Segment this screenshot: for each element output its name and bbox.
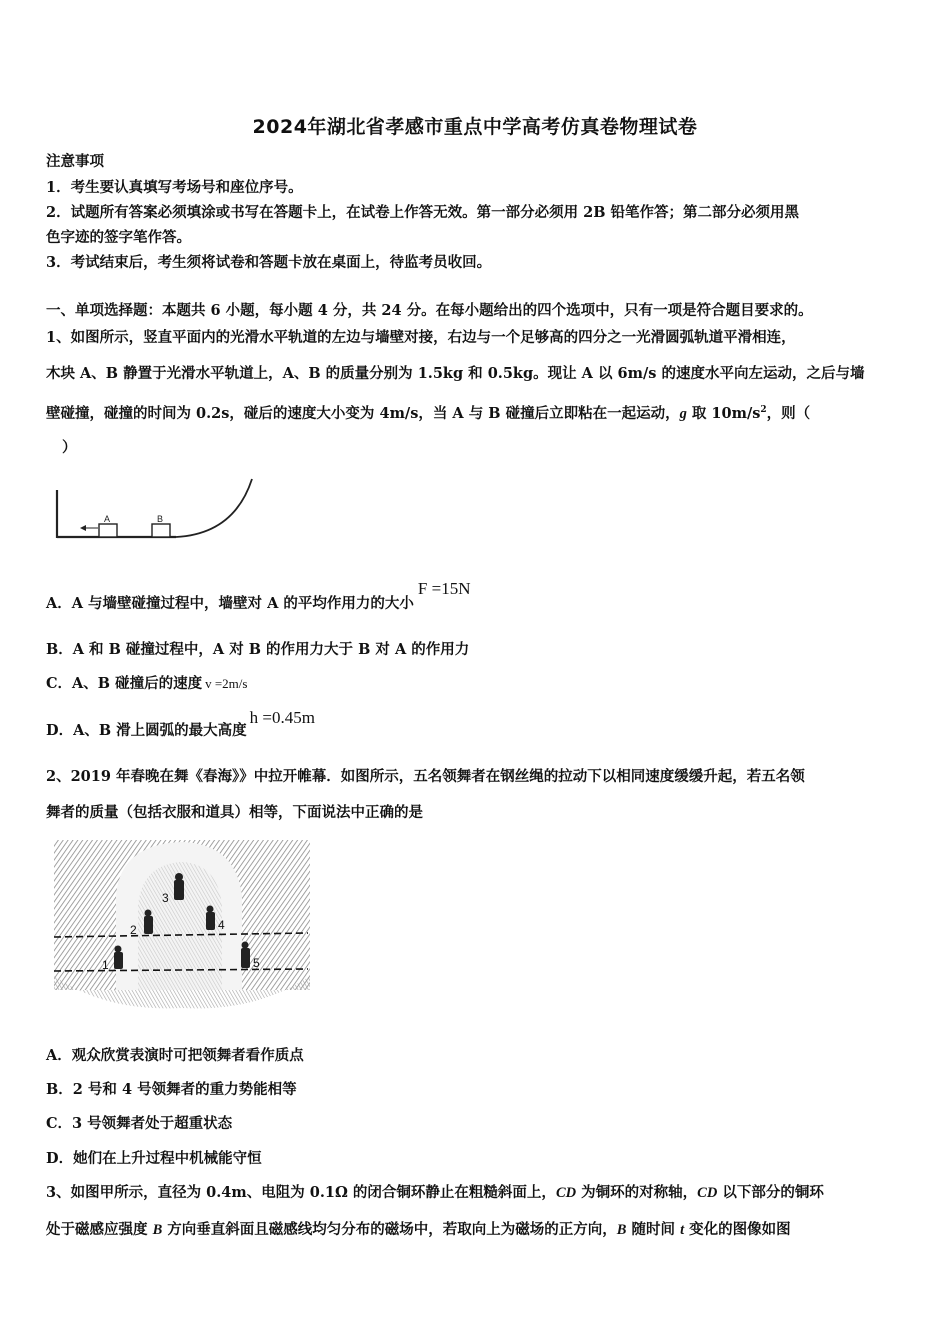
q3-t-symbol: t <box>680 1222 685 1238</box>
option-formula: F =15N <box>417 579 471 598</box>
dancer-label: 3 <box>162 891 169 905</box>
q1-stem-text: 取 10m/s <box>686 404 761 422</box>
section-heading: 一、单项选择题：本题共 6 小题，每小题 4 分，共 24 分。在每小题给出的四个选项中，只有一项是符合题目要求的。 <box>46 302 813 319</box>
q3-stem-text: 处于磁感应强度 <box>46 1221 153 1238</box>
q1-stem-text: ，则（ <box>766 404 811 422</box>
block-a-label: A <box>104 514 111 524</box>
q3-b-symbol: B <box>152 1222 163 1238</box>
q3-stem-text: 3、如图甲所示，直径为 0.4m、电阻为 0.1Ω 的闭合铜环静止在粗糙斜面上， <box>46 1184 556 1201</box>
arrow-head <box>80 525 86 531</box>
block-b <box>152 524 170 537</box>
page-title: 2024年湖北省孝感市重点中学高考仿真卷物理试卷 <box>252 116 698 138</box>
q3-stem-text: 为铜环的对称轴， <box>576 1184 698 1201</box>
dancer-label: 5 <box>253 956 260 970</box>
dancer-3 <box>174 873 184 900</box>
q3-b-symbol: B <box>616 1222 627 1238</box>
q1-stem-line: 1、如图所示，竖直平面内的光滑水平轨道的左边与墙壁对接，右边与一个足够高的四分之一光滑圆弧轨道平滑相连， <box>46 329 796 346</box>
notice-item: 3．考试结束后，考生须将试卷和答题卡放在桌面上，待监考员收回。 <box>46 254 492 271</box>
q3-stem-text: 以下部分的铜环 <box>717 1184 824 1201</box>
option-formula: h =0.45m <box>249 708 315 727</box>
q1-option-c <box>46 674 247 694</box>
q1-track-figure <box>52 474 257 544</box>
notice-item: 色字迹的签字笔作答。 <box>46 229 191 246</box>
notice-item: 1．考生要认真填写考场号和座位序号。 <box>46 179 303 196</box>
dancer-label: 4 <box>218 918 225 932</box>
q3-stem-text: 随时间 <box>626 1221 681 1238</box>
q2-option-a: A．观众欣赏表演时可把领舞者看作质点 <box>46 1047 304 1064</box>
q1-stem-line: ） <box>62 439 77 456</box>
q1-option-d <box>46 708 315 741</box>
notice-item: 2．试题所有答案必须填涂或书写在答题卡上，在试卷上作答无效。第一部分必须用 2B 铅笔作答；第二部分必须用黑 <box>46 204 800 221</box>
q2-option-d: D．她们在上升过程中机械能守恒 <box>46 1150 262 1167</box>
option-text: D．A、B 滑上圆弧的最大高度 <box>46 722 247 739</box>
arc-track <box>176 479 252 537</box>
q2-stem-line: 舞者的质量（包括衣服和道具）相等，下面说法中正确的是 <box>46 804 423 821</box>
q1-stem-text: 壁碰撞，碰撞的时间为 0.2s，碰后的速度大小变为 4m/s，当 A 与 B 碰撞后立即粘在一起运动， <box>46 404 680 422</box>
q3-stem-line <box>46 1183 908 1203</box>
q3-stem-text: 方向垂直斜面且磁感线均匀分布的磁场中，若取向上为磁场的正方向， <box>162 1221 617 1238</box>
option-formula: v =2m/s <box>205 676 248 691</box>
q2-stage-figure <box>46 836 312 1012</box>
block-a <box>99 524 117 537</box>
q1-superscript: 2 <box>760 405 767 415</box>
q1-option-b <box>46 640 469 660</box>
q3-stem-line <box>46 1220 908 1240</box>
notice-heading: 注意事项 <box>46 153 104 170</box>
q1-stem-line <box>46 400 908 424</box>
q3-cd-symbol: CD <box>697 1185 718 1201</box>
q1-stem-line: 木块 A、B 静置于光滑水平轨道上，A、B 的质量分别为 1.5kg 和 0.5kg。现让 A 以 6m/s 的速度水平向左运动，之后与墙 <box>46 365 865 382</box>
q3-cd-symbol: CD <box>555 1185 577 1201</box>
dancer-label: 1 <box>102 958 109 972</box>
q1-option-a <box>46 579 471 614</box>
option-text: B．A 和 B 碰撞过程中，A 对 B 的作用力大于 B 对 A 的作用力 <box>46 641 470 658</box>
q2-stem-line: 2、2019 年春晚在舞《春海》》中拉开帷幕．如图所示，五名领舞者在钢丝绳的拉动下以相同速度缓缓升起，若五名领 <box>46 768 805 785</box>
q2-option-b: B．2 号和 4 号领舞者的重力势能相等 <box>46 1081 297 1098</box>
q2-option-c: C．3 号领舞者处于超重状态 <box>46 1115 233 1132</box>
q3-stem-text: 变化的图像如图 <box>684 1221 791 1238</box>
dancer-label: 2 <box>130 923 137 937</box>
block-b-label: B <box>157 514 164 524</box>
q1-g-symbol: g <box>679 405 687 422</box>
option-text: C．A、B 碰撞后的速度 <box>46 675 203 692</box>
option-text: A．A 与墙壁碰撞过程中，墙壁对 A 的平均作用力的大小 <box>46 595 414 612</box>
